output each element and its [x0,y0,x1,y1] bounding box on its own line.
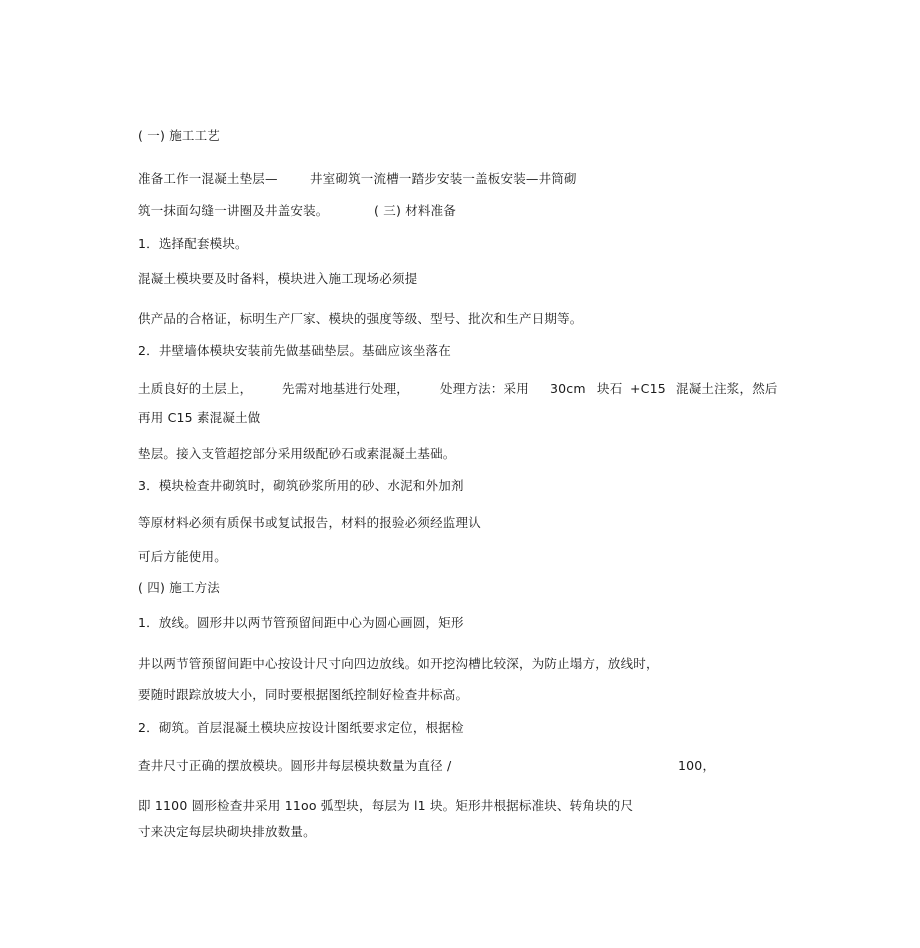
list-item-heading: 2．砌筑。首层混凝土模块应按设计图纸要求定位，根据检 [138,720,464,735]
paragraph-line: 可后方能使用。 [138,549,227,564]
text-segment: 块石 [597,381,623,396]
text-segment: 土质良好的土层上， [138,381,253,396]
paragraph-line: 井以两节管预留间距中心按设计尺寸向四边放线。如开挖沟槽比较深，为防止塌方，放线时， [138,656,659,671]
list-item-heading: 2．井壁墙体模块安装前先做基础垫层。基础应该坐落在 [138,343,451,358]
paragraph-line [138,381,798,397]
paragraph-line [138,758,718,774]
process-line-2 [138,203,478,219]
paragraph-line: 寸来决定每层块砌块排放数量。 [138,824,316,839]
paragraph-line: 要随时跟踪放坡大小，同时要根据图纸控制好检查井标高。 [138,687,469,702]
section-heading-materials: ( 三) 材料准备 [374,203,457,218]
section-heading-craft: ( 一) 施工工艺 [138,128,221,143]
process-line-1 [138,171,618,187]
section-heading-method: ( 四) 施工方法 [138,580,221,595]
text-segment: 混凝土注浆，然后 [676,381,778,396]
text-segment: 先需对地基进行处理， [282,381,410,396]
text-segment: +C15 [630,381,666,396]
list-item-heading: 1．选择配套模块。 [138,236,248,251]
text-segment: 100， [678,758,716,773]
text-segment: 查井尺寸正确的摆放模块。圆形井每层模块数量为直径 / [138,758,452,773]
text-segment: 30cm [550,381,586,396]
paragraph-line: 等原材料必须有质保书或复试报告，材料的报验必须经监理认 [138,515,481,530]
paragraph-line: 再用 C15 素混凝土做 [138,410,261,425]
list-item-heading: 3．模块检查井砌筑时，砌筑砂浆所用的砂、水泥和外加剂 [138,478,464,493]
paragraph-line: 即 1100 圆形检查井采用 11oo 弧型块，每层为 l1 块。矩形井根据标准块、转角块的尺 [138,798,634,813]
paragraph-line: 垫层。接入支管超挖部分采用级配砂石或素混凝土基础。 [138,446,456,461]
paragraph-line: 混凝土模块要及时备料，模块进入施工现场必须提 [138,271,418,286]
process-text: 井室砌筑一流槽一踏步安装一盖板安装—井筒砌 [310,171,577,186]
process-text: 筑一抹面勾缝一讲圈及井盖安装。 [138,203,329,218]
process-text: 准备工作一混凝土垫层— [138,171,278,186]
text-segment: 处理方法：采用 [440,381,529,396]
list-item-heading: 1．放线。圆形井以两节管预留间距中心为圆心画圆，矩形 [138,615,464,630]
paragraph-line: 供产品的合格证，标明生产厂家、模块的强度等级、型号、批次和生产日期等。 [138,311,583,326]
